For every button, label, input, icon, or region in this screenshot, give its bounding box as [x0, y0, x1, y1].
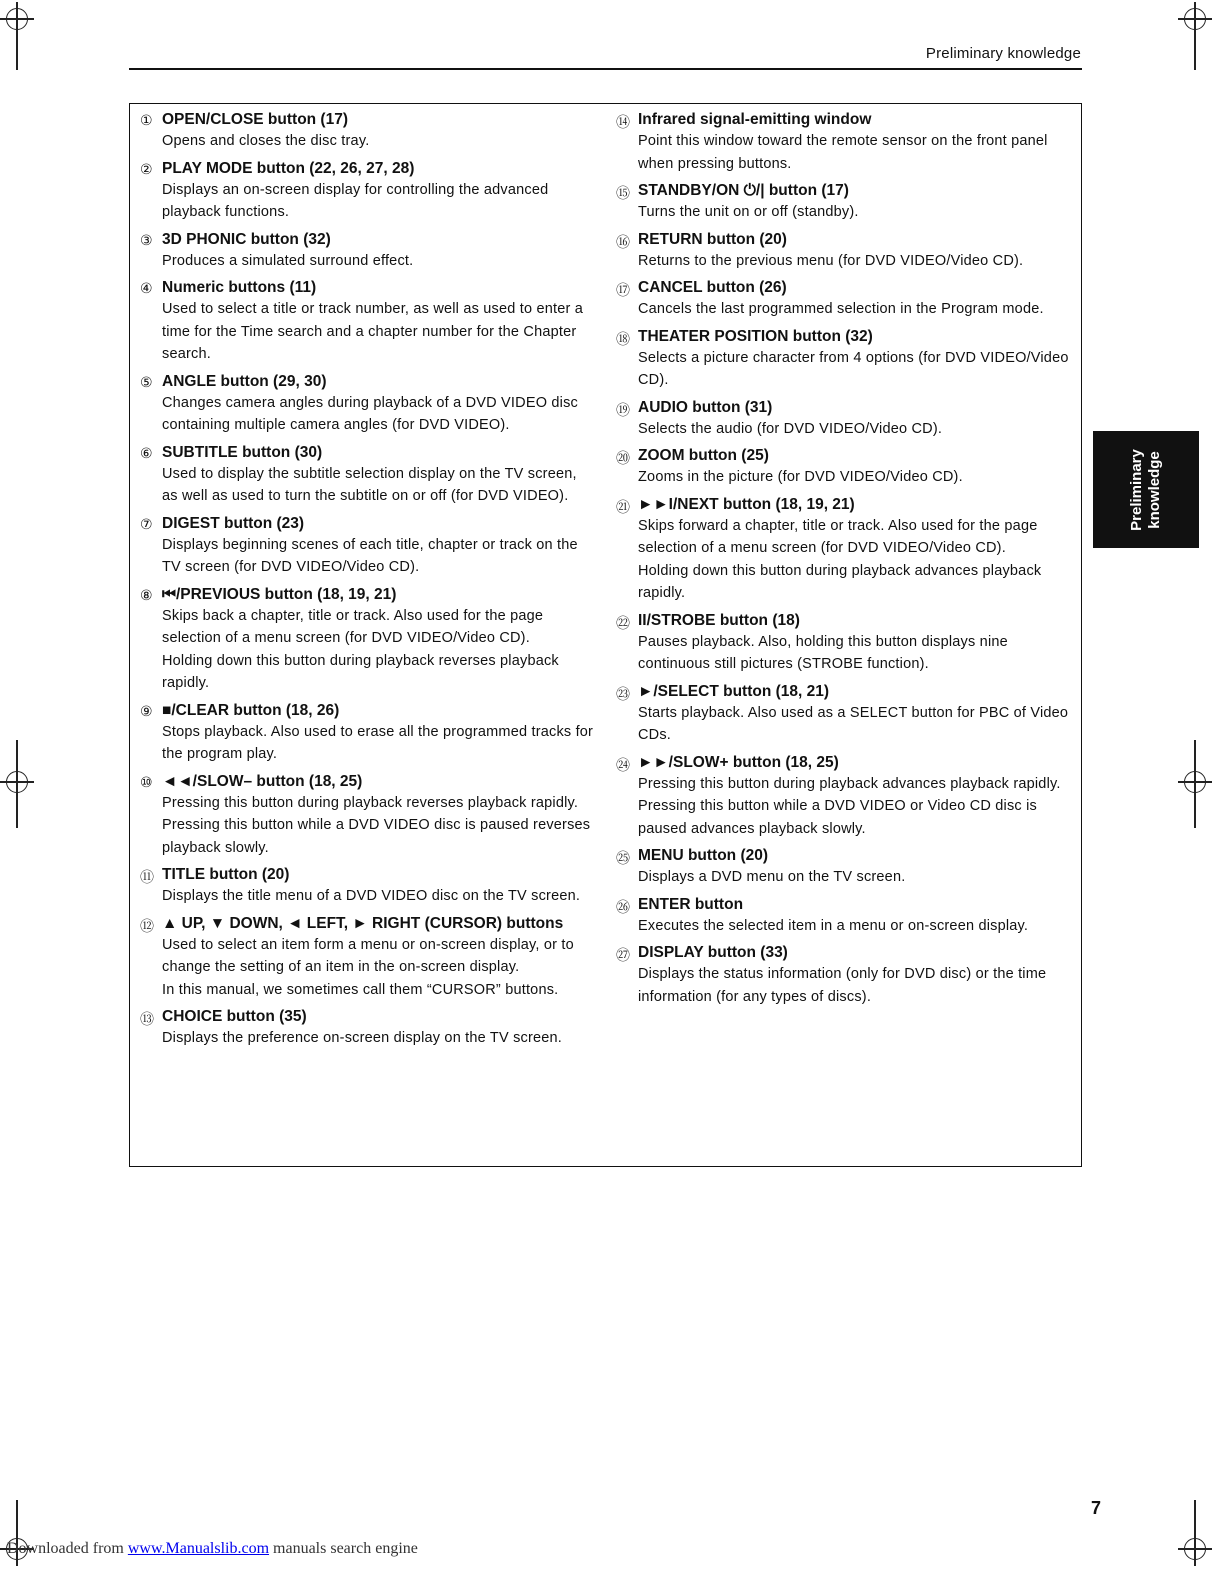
item-title: Infrared signal-emitting window: [638, 111, 872, 128]
item-description: Executes the selected item in a menu or on-screen display.: [638, 917, 1029, 934]
item-title: ⏮/PREVIOUS button (18, 19, 21): [162, 585, 397, 603]
item-description: Pressing this button while a DVD VIDEO or Video CD disc is paused advances playback slowly.: [638, 798, 1037, 837]
item-title: ◄◄/SLOW– button (18, 25): [162, 772, 363, 790]
button-description-item: [140, 443, 595, 508]
item-description: Displays a DVD menu on the TV screen.: [638, 869, 906, 885]
item-description: Displays the title menu of a DVD VIDEO disc on the TV screen.: [162, 888, 581, 904]
item-number: ③: [140, 231, 153, 248]
button-description-item: [616, 230, 1071, 273]
left-column: [140, 110, 595, 1056]
item-description: Point this window toward the remote sensor on the front panel when pressing buttons.: [638, 133, 1048, 172]
button-description-item: [140, 1007, 595, 1050]
item-number: ㉓: [616, 685, 630, 702]
side-tab-label: [1128, 449, 1164, 531]
page-number: 7: [1091, 1498, 1102, 1518]
right-column: [616, 110, 1071, 1014]
item-description: Skips forward a chapter, title or track. Also used for the page selection of a menu screen (for DVD VIDEO/Video CD).: [638, 517, 1038, 556]
item-number: ⑱: [616, 330, 630, 347]
item-title: ZOOM button (25): [638, 447, 769, 464]
manualslib-link[interactable]: www.Manualslib.com: [127, 1540, 270, 1557]
button-description-item: [616, 611, 1071, 676]
item-title: 3D PHONIC button (32): [162, 230, 331, 248]
item-description: Produces a simulated surround effect.: [162, 252, 414, 269]
item-title: ▲ UP, ▼ DOWN, ◄ LEFT, ► RIGHT (CURSOR) buttons: [162, 914, 564, 932]
button-description-item: [616, 181, 1071, 224]
item-description: Returns to the previous menu (for DVD VIDEO/Video CD).: [638, 252, 1024, 269]
item-title: ■/CLEAR button (18, 26): [162, 701, 340, 719]
item-description: Selects a picture character from 4 options (for DVD VIDEO/Video CD).: [638, 349, 1069, 388]
crop-tick: [16, 30, 18, 70]
item-number: ㉒: [616, 614, 630, 631]
item-number: ①: [140, 112, 153, 128]
item-description: Starts playback. Also used as a SELECT button for PBC of Video CDs.: [638, 704, 1069, 743]
item-number: ㉗: [616, 947, 630, 963]
item-description: Displays beginning scenes of each title, chapter or track on the TV screen (for DVD VIDEO/Video CD).: [162, 536, 578, 575]
item-title: ►/SELECT button (18, 21): [638, 682, 830, 700]
button-description-item: [616, 446, 1071, 489]
button-description-item: [616, 278, 1071, 321]
crop-tick: [1194, 1500, 1196, 1540]
button-description-item: [616, 110, 1071, 175]
item-description: Skips back a chapter, title or track. Also used for the page selection of a menu screen (for DVD VIDEO/Video CD).: [162, 607, 544, 646]
item-number: ⑩: [140, 773, 153, 790]
crop-tick: [1194, 30, 1196, 70]
button-description-item: [140, 278, 595, 366]
item-title: CANCEL button (26): [638, 279, 787, 296]
item-number: ⑤: [140, 373, 153, 390]
button-description-item: [616, 327, 1071, 392]
item-title: ENTER button: [638, 895, 744, 913]
button-description-item: [140, 230, 595, 273]
item-number: ㉕: [616, 850, 630, 866]
item-title: AUDIO button (31): [638, 398, 773, 416]
side-tab-line: Preliminary: [1128, 448, 1145, 531]
item-title: ANGLE button (29, 30): [162, 372, 327, 390]
item-number: ⑥: [140, 444, 153, 461]
header-rule: [129, 68, 1082, 70]
item-description: Opens and closes the disc tray.: [162, 133, 370, 149]
crop-tick: [16, 740, 18, 828]
button-description-item: [140, 110, 595, 153]
item-description: Used to display the subtitle selection display on the TV screen, as well as used to turn the subtitle on or off (for DVD VIDEO).: [162, 465, 577, 504]
item-number: ㉖: [616, 898, 630, 915]
item-description: Pressing this button during playback reverses playback rapidly.: [162, 794, 579, 811]
item-title: ►►/SLOW+ button (18, 25): [638, 753, 839, 771]
item-number: ⑪: [140, 869, 154, 885]
item-title: STANDBY/ON ⏻/| button (17): [638, 182, 849, 199]
item-number: ⑯: [616, 233, 630, 250]
item-number: ⑬: [140, 1011, 154, 1027]
button-description-item: [140, 865, 595, 908]
item-title: DIGEST button (23): [162, 514, 305, 532]
button-description-item: [616, 495, 1071, 605]
button-description-item: [616, 943, 1071, 1008]
button-description-item: [140, 514, 595, 579]
item-title: SUBTITLE button (30): [162, 443, 323, 461]
item-number: ㉔: [616, 756, 630, 773]
button-description-item: [616, 682, 1071, 747]
item-description: Changes camera angles during playback of a DVD VIDEO disc containing multiple camera angles (for DVD VIDEO).: [162, 394, 578, 433]
item-description: Pressing this button while a DVD VIDEO disc is paused reverses playback slowly.: [162, 817, 591, 856]
button-description-item: [140, 701, 595, 766]
download-footer: [7, 1540, 418, 1558]
button-description-panel: [129, 103, 1082, 1167]
button-description-item: [140, 772, 595, 860]
item-description: Used to select a title or track number, as well as used to enter a time for the Time search and a chapter number for the Chapter search.: [162, 301, 584, 362]
button-description-item: [616, 846, 1071, 889]
section-header: Preliminary knowledge: [925, 45, 1081, 62]
item-number: ⑨: [140, 702, 153, 719]
item-title: MENU button (20): [638, 847, 769, 864]
button-description-item: [140, 372, 595, 437]
item-number: ⑮: [616, 185, 630, 201]
item-description: Used to select an item form a menu or on-screen display, or to change the setting of an item in the on-screen display.: [162, 936, 574, 975]
item-number: ㉑: [616, 498, 630, 515]
item-description: Pressing this button during playback advances playback rapidly.: [638, 775, 1061, 792]
side-tab-line: knowledge: [1146, 450, 1163, 529]
item-description: Zooms in the picture (for DVD VIDEO/Video CD).: [638, 469, 963, 485]
footer-suffix: manuals search engine: [269, 1540, 418, 1557]
button-description-item: [140, 914, 595, 1002]
item-number: ⑦: [140, 515, 153, 532]
item-title: THEATER POSITION button (32): [638, 327, 873, 345]
item-title: II/STROBE button (18): [638, 611, 800, 629]
button-description-item: [616, 398, 1071, 441]
item-title: RETURN button (20): [638, 230, 787, 248]
item-title: ►►I/NEXT button (18, 19, 21): [638, 495, 855, 513]
section-side-tab: [1093, 431, 1199, 548]
item-description: Selects the audio (for DVD VIDEO/Video CD).: [638, 420, 943, 437]
item-description: Holding down this button during playback reverses playback rapidly.: [162, 652, 559, 691]
item-description: Cancels the last programmed selection in the Program mode.: [638, 301, 1044, 317]
item-description: Displays an on-screen display for controlling the advanced playback functions.: [162, 181, 549, 220]
button-description-item: [140, 159, 595, 224]
item-description: Holding down this button during playback advances playback rapidly.: [638, 562, 1042, 601]
item-title: OPEN/CLOSE button (17): [162, 111, 348, 128]
item-description: Stops playback. Also used to erase all the programmed tracks for the program play.: [162, 723, 594, 762]
item-number: ⑧: [140, 586, 153, 603]
item-title: CHOICE button (35): [162, 1008, 307, 1025]
footer-prefix: Downloaded from: [7, 1540, 128, 1557]
item-number: ⑭: [616, 114, 630, 130]
item-number: ④: [140, 280, 153, 296]
item-description: Displays the preference on-screen display on the TV screen.: [162, 1030, 563, 1046]
item-title: PLAY MODE button (22, 26, 27, 28): [162, 159, 415, 177]
crop-tick: [16, 1500, 18, 1540]
item-description: In this manual, we sometimes call them “CURSOR” buttons.: [162, 981, 559, 998]
item-number: ②: [140, 160, 153, 177]
item-number: ⑰: [616, 282, 630, 298]
item-title: TITLE button (20): [162, 866, 290, 883]
item-number: ⑲: [616, 401, 630, 418]
item-description: Pauses playback. Also, holding this button displays nine continuous still pictures (STROBE function).: [638, 633, 1008, 672]
item-description: Turns the unit on or off (standby).: [638, 204, 859, 220]
button-description-item: [140, 585, 595, 695]
item-description: Displays the status information (only for DVD disc) or the time information (for any types of discs).: [638, 966, 1047, 1005]
item-number: ⑳: [616, 450, 630, 466]
button-description-item: [616, 753, 1071, 841]
button-description-item: [616, 895, 1071, 938]
item-number: ⑫: [140, 917, 154, 934]
crop-tick: [1194, 740, 1196, 828]
item-title: DISPLAY button (33): [638, 944, 788, 961]
item-title: Numeric buttons (11): [162, 279, 317, 296]
